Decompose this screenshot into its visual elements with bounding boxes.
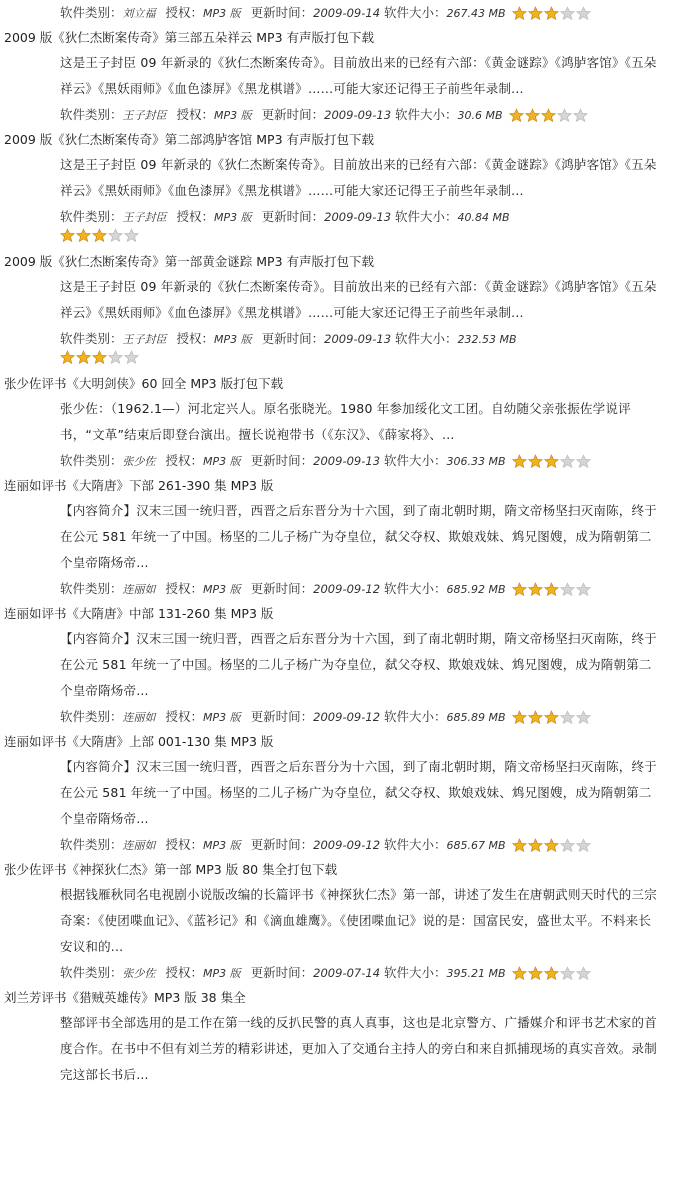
license-label: 授权： [165, 5, 204, 20]
size-label: 软件大小： [384, 709, 447, 724]
category-label: 软件类别： [60, 5, 123, 20]
entry-description: 根据钱雁秋同名电视剧小说版改编的长篇评书《神探狄仁杰》第一部，讲述了发生在唐朝武则天时代的三宗奇案：《使团喋血记》、《蓝衫记》和《滴血雄鹰》。《使团喋血记》说的是：国富民安，盛世太平。不料来长安议和的... [60, 887, 657, 954]
entry-description: 这是王子封臣 09 年新录的《狄仁杰断案传奇》。目前放出来的已经有六部：《黄金谜踪》《鸿胪客馆》《五朵祥云》《黑妖雨师》《血色漆屏》《黑龙棋谱》……可能大家还记得王子前些年录制... [60, 55, 657, 96]
category-label: 软件类别： [60, 209, 123, 224]
rating-stars [509, 108, 589, 124]
rating-stars [512, 710, 592, 726]
category-value[interactable]: 张少佐 [122, 967, 156, 980]
updated-value: 2009-09-13 [313, 454, 381, 468]
star-empty-icon [557, 108, 572, 123]
category-label: 软件类别： [60, 581, 123, 596]
star-empty-icon [560, 6, 575, 21]
updated-label: 更新时间： [250, 581, 314, 596]
list-item [0, 26, 700, 128]
star-empty-icon [576, 966, 591, 981]
star-empty-icon [560, 582, 575, 597]
updated-value: 2009-07-14 [313, 966, 381, 980]
list-item [0, 858, 700, 986]
updated-label: 更新时间： [250, 5, 314, 20]
license-value: MP3 版 [214, 333, 252, 346]
size-value: 40.84 MB [457, 211, 510, 224]
star-filled-icon [544, 6, 559, 21]
entry-meta [0, 960, 700, 986]
star-filled-icon [544, 838, 559, 853]
license-label: 授权： [176, 107, 215, 122]
category-value[interactable]: 连丽如 [122, 711, 156, 724]
size-value: 267.43 MB [446, 7, 506, 20]
star-filled-icon [92, 350, 107, 365]
category-value[interactable]: 张少佐 [122, 455, 156, 468]
updated-label: 更新时间： [250, 837, 314, 852]
star-empty-icon [560, 454, 575, 469]
star-filled-icon [544, 710, 559, 725]
updated-value: 2009-09-14 [313, 6, 381, 20]
star-filled-icon [512, 454, 527, 469]
category-value[interactable]: 王子封臣 [122, 211, 167, 224]
size-label: 软件大小： [384, 581, 447, 596]
updated-label: 更新时间： [250, 709, 314, 724]
list-item [0, 474, 700, 602]
entry-title-link[interactable]: 2009 版《狄仁杰断案传奇》第三部五朵祥云 MP3 有声版打包下载 [4, 30, 375, 45]
license-value: MP3 版 [203, 711, 241, 724]
size-label: 软件大小： [395, 331, 458, 346]
size-label: 软件大小： [384, 453, 447, 468]
category-label: 软件类别： [60, 965, 123, 980]
license-label: 授权： [165, 453, 204, 468]
category-label: 软件类别： [60, 837, 123, 852]
size-value: 30.6 MB [457, 109, 503, 122]
rating-stars [512, 966, 592, 982]
star-empty-icon [573, 108, 588, 123]
star-empty-icon [576, 582, 591, 597]
star-filled-icon [544, 966, 559, 981]
entry-title-link[interactable]: 连丽如评书《大隋唐》中部 131-260 集 MP3 版 [4, 606, 274, 621]
star-filled-icon [544, 454, 559, 469]
entry-meta [0, 832, 700, 858]
star-filled-icon [512, 6, 527, 21]
entry-meta [0, 448, 700, 474]
updated-value: 2009-09-13 [324, 108, 392, 122]
entry-description: 【内容简介】汉末三国一统归晋，西晋之后东晋分为十六国，到了南北朝时期，隋文帝杨坚扫灭南陈，终于在公元 581 年统一了中国。杨坚的二儿子杨广为夺皇位，弑父夺权、欺娘戏妹、鸩兄图嫂，成为隋朝第二个皇帝隋炀帝... [60, 631, 657, 698]
entry-description: 【内容简介】汉末三国一统归晋，西晋之后东晋分为十六国，到了南北朝时期，隋文帝杨坚扫灭南陈，终于在公元 581 年统一了中国。杨坚的二儿子杨广为夺皇位，弑父夺权、欺娘戏妹、鸩兄图嫂，成为隋朝第二个皇帝隋炀帝... [60, 503, 657, 570]
updated-label: 更新时间： [250, 453, 314, 468]
star-empty-icon [124, 350, 139, 365]
updated-value: 2009-09-12 [313, 710, 381, 724]
entry-meta [0, 704, 700, 730]
entry-description: 张少佐：（1962.1—）河北定兴人。原名张晓光。1980 年参加绥化文工团。自幼随父亲张振佐学说评书，“文革”结束后即登台演出。擅长说袍带书（《东汉》、《薛家将》、... [60, 401, 631, 442]
updated-label: 更新时间： [250, 965, 314, 980]
license-label: 授权： [165, 965, 204, 980]
star-empty-icon [576, 710, 591, 725]
star-filled-icon [512, 710, 527, 725]
size-value: 232.53 MB [457, 333, 517, 346]
updated-value: 2009-09-13 [324, 210, 392, 224]
entry-title-link[interactable]: 2009 版《狄仁杰断案传奇》第一部黄金谜踪 MP3 有声版打包下载 [4, 254, 375, 269]
entry-meta [0, 576, 700, 602]
star-empty-icon [560, 710, 575, 725]
entry-meta [0, 102, 700, 128]
updated-label: 更新时间： [261, 107, 325, 122]
license-value: MP3 版 [203, 583, 241, 596]
rating-stars [0, 350, 700, 372]
size-label: 软件大小： [395, 107, 458, 122]
star-filled-icon [525, 108, 540, 123]
size-label: 软件大小： [384, 965, 447, 980]
rating-stars [0, 228, 700, 250]
entry-meta [0, 204, 700, 230]
license-label: 授权： [165, 581, 204, 596]
star-filled-icon [528, 966, 543, 981]
license-value: MP3 版 [214, 109, 252, 122]
star-filled-icon [528, 454, 543, 469]
size-label: 软件大小： [395, 209, 458, 224]
entry-meta [0, 326, 700, 352]
star-filled-icon [512, 838, 527, 853]
star-filled-icon [76, 228, 91, 243]
updated-label: 更新时间： [261, 209, 325, 224]
license-label: 授权： [165, 709, 204, 724]
size-value: 395.21 MB [446, 967, 506, 980]
size-value: 685.67 MB [446, 839, 506, 852]
license-label: 授权： [165, 837, 204, 852]
license-value: MP3 版 [203, 839, 241, 852]
license-value: MP3 版 [203, 7, 241, 20]
list-item [0, 730, 700, 858]
updated-label: 更新时间： [261, 331, 325, 346]
star-empty-icon [124, 228, 139, 243]
star-empty-icon [576, 454, 591, 469]
size-value: 306.33 MB [446, 455, 506, 468]
category-value[interactable]: 王子封臣 [122, 333, 167, 346]
updated-value: 2009-09-12 [313, 582, 381, 596]
category-label: 软件类别： [60, 331, 123, 346]
entry-description: 这是王子封臣 09 年新录的《狄仁杰断案传奇》。目前放出来的已经有六部：《黄金谜踪》《鸿胪客馆》《五朵祥云》《黑妖雨师》《血色漆屏》《黑龙棋谱》……可能大家还记得王子前些年录制... [60, 279, 657, 320]
entry-meta [0, 0, 700, 26]
rating-stars [512, 6, 592, 22]
entry-description: 【内容简介】汉末三国一统归晋，西晋之后东晋分为十六国，到了南北朝时期，隋文帝杨坚扫灭南陈，终于在公元 581 年统一了中国。杨坚的二儿子杨广为夺皇位，弑父夺权、欺娘戏妹、鸩兄图嫂，成为隋朝第二个皇帝隋炀帝... [60, 759, 657, 826]
star-filled-icon [60, 228, 75, 243]
star-filled-icon [528, 582, 543, 597]
entry-title-link[interactable]: 连丽如评书《大隋唐》下部 261-390 集 MP3 版 [4, 478, 274, 493]
list-item [0, 986, 700, 1088]
updated-value: 2009-09-13 [324, 332, 392, 346]
category-value[interactable]: 王子封臣 [122, 109, 167, 122]
entry-description: 这是王子封臣 09 年新录的《狄仁杰断案传奇》。目前放出来的已经有六部：《黄金谜踪》《鸿胪客馆》《五朵祥云》《黑妖雨师》《血色漆屏》《黑龙棋谱》……可能大家还记得王子前些年录制... [60, 157, 657, 198]
star-filled-icon [512, 966, 527, 981]
rating-stars [512, 838, 592, 854]
star-empty-icon [576, 838, 591, 853]
category-value[interactable]: 刘立福 [122, 7, 156, 20]
entry-title-link[interactable]: 刘兰芳评书《猎贼英雄传》MP3 版 38 集全 [4, 990, 246, 1005]
star-empty-icon [560, 838, 575, 853]
entry-title-link[interactable]: 连丽如评书《大隋唐》上部 001-130 集 MP3 版 [4, 734, 274, 749]
entry-title-link[interactable]: 张少佐评书《神探狄仁杰》第一部 MP3 版 80 集全打包下载 [4, 862, 338, 877]
entry-description: 整部评书全部选用的是工作在第一线的反扒民警的真人真事，这也是北京警方、广播媒介和评书艺术家的首度合作。在书中不但有刘兰芳的精彩讲述，更加入了交通台主持人的旁白和来自抓捕现场的真实音效。录制完这部长书后... [60, 1015, 657, 1082]
rating-stars [512, 454, 592, 470]
license-value: MP3 版 [203, 967, 241, 980]
size-value: 685.92 MB [446, 583, 506, 596]
updated-value: 2009-09-12 [313, 838, 381, 852]
list-item [0, 602, 700, 730]
category-label: 软件类别： [60, 453, 123, 468]
star-filled-icon [512, 582, 527, 597]
category-value[interactable]: 连丽如 [122, 839, 156, 852]
entry-title-link[interactable]: 2009 版《狄仁杰断案传奇》第二部鸿胪客馆 MP3 有声版打包下载 [4, 132, 375, 147]
star-filled-icon [528, 838, 543, 853]
list-item [0, 250, 700, 372]
star-filled-icon [544, 582, 559, 597]
star-empty-icon [108, 350, 123, 365]
rating-stars [512, 582, 592, 598]
list-item [0, 0, 700, 26]
size-value: 685.89 MB [446, 711, 506, 724]
star-empty-icon [576, 6, 591, 21]
star-filled-icon [76, 350, 91, 365]
list-item [0, 128, 700, 250]
star-filled-icon [528, 6, 543, 21]
star-empty-icon [560, 966, 575, 981]
category-value[interactable]: 连丽如 [122, 583, 156, 596]
category-label: 软件类别： [60, 107, 123, 122]
license-value: MP3 版 [214, 211, 252, 224]
entry-title-link[interactable]: 张少佐评书《大明剑侠》60 回全 MP3 版打包下载 [4, 376, 284, 391]
size-label: 软件大小： [384, 5, 447, 20]
star-filled-icon [92, 228, 107, 243]
license-label: 授权： [176, 331, 215, 346]
list-item [0, 372, 700, 474]
size-label: 软件大小： [384, 837, 447, 852]
star-filled-icon [528, 710, 543, 725]
star-empty-icon [108, 228, 123, 243]
license-label: 授权： [176, 209, 215, 224]
category-label: 软件类别： [60, 709, 123, 724]
star-filled-icon [60, 350, 75, 365]
license-value: MP3 版 [203, 455, 241, 468]
star-filled-icon [541, 108, 556, 123]
star-filled-icon [509, 108, 524, 123]
